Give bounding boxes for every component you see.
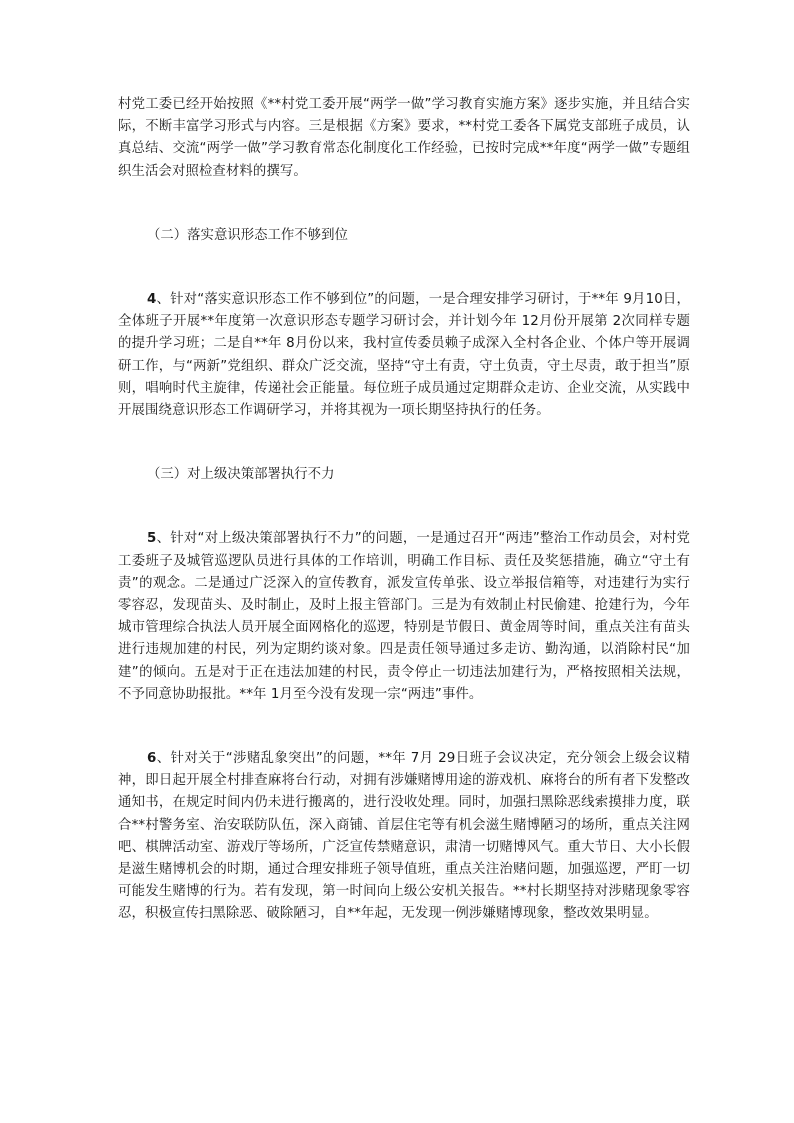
section-heading-2: （二）落实意识形态工作不够到位 [147,227,348,243]
paragraph-5 [118,528,690,706]
paragraph-text: 、针对“对上级决策部署执行不力”的问题，一是通过召开“两违”整治工作动员会，对村党工委班子及城管巡逻队员进行具体的工作培训，明确工作目标、责任及奖惩措施，确立“守土有责”的观念。二是通过广泛深入的宣传教育，派发宣传单张、设立举报信箱等，对违建行为实行零容忍，发现苗头、及时制止，及时上报主管部门。三是为有效制止村民偷建、抢建行为，今年城市管理综合执法人员开展全面网格化的巡逻，特别是节假日、黄金周等时间，重点关注有苗头进行违规加建的村民，列为定期约谈对象。四是责任领导通过多走访、勤沟通，以消除村民“加建”的倾向。五是对于正在违法加建的村民，责令停止一切违法加建行为，严格按照相关法规，不予同意协助报批。**年 1月至今没有发现一宗“两违”事件。 [118,531,690,702]
spacer [118,183,690,225]
paragraph-text: 、针对“落实意识形态工作不够到位”的问题，一是合理安排学习研讨，于**年 9月10日，全体班子开展**年度第一次意识形态专题学习研讨会，并计划今年 12月份开展第 2次同样专题的提升学习班；二是自**年 8月份以来，我村宣传委员赖子成深入全村各企业、个体户等开展调研工作，与“两新”党组织、群众广泛交流，坚持“守土有责，守土负责，守土尽责，敢于担当”原则，唱响时代主旋律，传递社会正能量。每位班子成员通过定期群众走访、企业交流，从实践中开展围绕意识形态工作调研学习，并将其视为一项长期坚持执行的任务。 [118,292,690,419]
intro-paragraph: 村党工委已经开始按照《**村党工委开展“两学一做”学习教育实施方案》逐步实施，并且结合实际，不断丰富学习形式与内容。三是根据《方案》要求，**村党工委各下属党支部班子成员，认真总结、交流“两学一做”学习教育常态化制度化工作经验，已按时完成**年度“两学一做”专题组织生活会对照检查材料的撰写。 [118,97,690,179]
document-page [118,94,690,926]
paragraph-number: 5 [147,531,157,547]
paragraph-number: 4 [147,292,157,308]
paragraph-4 [118,289,690,422]
spacer [118,706,690,748]
paragraph-number: 6 [147,751,157,767]
paragraph-text: 、针对关于“涉赌乱象突出”的问题，**年 7月 29日班子会议决定，充分领会上级会议精神，即日起开展全村排查麻将台行动，对拥有涉嫌赌博用途的游戏机、麻将台的所有者下发整改通知书，在规定时间内仍未进行搬离的，进行没收处理。同时，加强扫黑除恶线索摸排力度，联合**村警务室、治安联防队伍，深入商铺、首层住宅等有机会滋生赌博陋习的场所，重点关注网吧、棋牌活动室、游戏厅等场所，广泛宣传禁赌意识，肃清一切赌博风气。重大节日、大小长假是滋生赌博机会的时期，通过合理安排班子领导值班，重点关注治赌问题，加强巡逻，严盯一切可能发生赌博的行为。若有发现，第一时间向上级公安机关报告。**村长期坚持对涉赌现象零容忍，积极宣传扫黑除恶、破除陋习，自**年起，无发现一例涉嫌赌博现象，整改效果明显。 [118,751,690,922]
section-heading-3: （三）对上级决策部署执行不力 [147,467,335,483]
spacer [118,422,690,464]
spacer [118,247,690,289]
spacer [118,486,690,528]
paragraph-6 [118,748,690,926]
